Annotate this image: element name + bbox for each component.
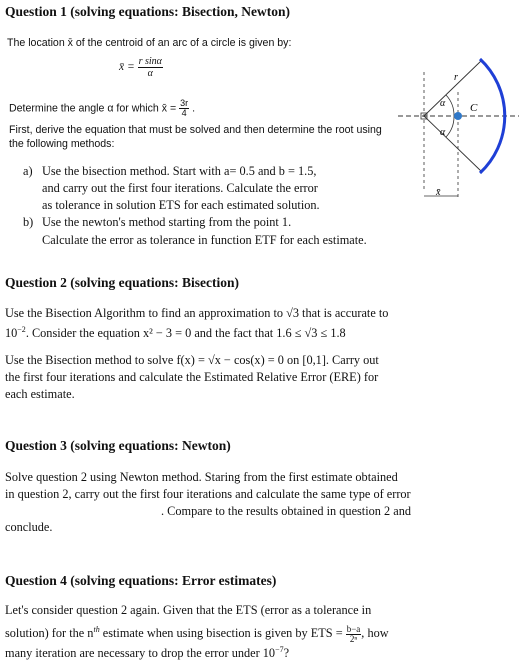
- q1-intro: The location x̄ of the centroid of an arc of a circle is given by:: [7, 37, 292, 49]
- q3-line-2: in question 2, carry out the first four iterations and calculate the same type of error: [5, 487, 411, 501]
- formula-lhs: x̄ =: [119, 61, 135, 74]
- first-derive-line-2: the following methods:: [9, 138, 115, 150]
- q2-line-5: each estimate.: [5, 387, 75, 401]
- arc-centroid-diagram: [396, 54, 521, 214]
- q2-line-2: [5, 322, 346, 341]
- q4-line-3-pre: many iteration are necessary to drop the error under 10: [5, 646, 276, 661]
- part-b-label: b): [23, 215, 34, 229]
- centroid-point: [454, 112, 462, 120]
- formula-numerator: r sinα: [138, 56, 162, 67]
- q4-ets-fraction: [346, 625, 362, 644]
- q4-line-2-mid: estimate when using bisection is given by ETS =: [99, 626, 343, 641]
- q2-line-2-exponent: −2: [17, 325, 26, 334]
- first-derive-line-1: First, derive the equation that must be solved and then determine the root using: [9, 124, 382, 136]
- q2-line-2-rest: . Consider the equation x² − 3 = 0 and the fact that 1.6 ≤ √3 ≤ 1.8: [25, 326, 346, 341]
- q1-heading: Question 1 (solving equations: Bisection, Newton): [5, 4, 291, 19]
- q2-line-3: Use the Bisection method to solve f(x) = √x − cos(x) = 0 on [0,1]. Carry out: [5, 353, 379, 367]
- q4-line-2-pre: solution) for the n: [5, 626, 94, 641]
- determine-fraction: [179, 99, 189, 118]
- q3-line-4: conclude.: [5, 520, 53, 534]
- q4-ets-denominator: 2ⁿ: [349, 633, 358, 644]
- part-a-label: a): [23, 164, 33, 178]
- formula-fraction: [138, 56, 163, 79]
- q4-line-3-post: ?: [283, 646, 290, 661]
- centroid-formula: [119, 56, 163, 79]
- q2-heading: Question 2 (solving equations: Bisection): [5, 275, 240, 290]
- alpha-label-bottom: α: [440, 127, 446, 138]
- part-b-line-1: Use the newton's method starting from the point 1.: [42, 215, 292, 229]
- q2-line-4: the first four iterations and calculate the Estimated Relative Error (ERE) for: [5, 370, 379, 384]
- determine-prefix: Determine the angle α for which x̄ =: [9, 102, 177, 115]
- q2-line-1: Use the Bisection Algorithm to find an approximation to √3 that is accurate to: [5, 306, 389, 320]
- determine-denominator: 4: [181, 108, 187, 118]
- angle-arc-upper: [446, 95, 454, 116]
- determine-angle-line: [9, 99, 195, 118]
- q4-line-3: [5, 642, 289, 661]
- part-a-line-1: Use the bisection method. Start with a= 0.5 and b = 1.5,: [42, 164, 317, 178]
- part-b-line-2: Calculate the error as tolerance in function ETF for each estimate.: [42, 233, 367, 247]
- part-a-line-3: as tolerance in solution ETS for each estimated solution.: [42, 198, 320, 212]
- determine-numerator: 3r: [180, 98, 189, 108]
- angle-arc-lower: [446, 116, 454, 137]
- circular-arc: [480, 59, 505, 173]
- q2-line-2-base: 10: [5, 326, 18, 341]
- q3-heading: Question 3 (solving equations: Newton): [5, 438, 231, 453]
- q3-line-1: Solve question 2 using Newton method. Staring from the first estimate obtained: [5, 470, 398, 484]
- formula-denominator: α: [147, 68, 153, 79]
- q4-line-2: [5, 622, 389, 644]
- determine-suffix: .: [192, 102, 196, 115]
- alpha-label-top: α: [440, 98, 446, 109]
- q4-line-2-sup: th: [93, 625, 100, 634]
- q3-line-3: . Compare to the results obtained in question 2 and: [161, 504, 411, 518]
- q4-line-3-exponent: −7: [275, 645, 284, 654]
- q4-ets-numerator: b−a: [346, 623, 361, 634]
- q4-heading: Question 4 (solving equations: Error estimates): [5, 573, 277, 588]
- xbar-label: x̄: [436, 187, 441, 198]
- q4-line-2-post: , how: [361, 626, 389, 641]
- q4-line-1: Let's consider question 2 again. Given that the ETS (error as a tolerance in: [5, 603, 372, 617]
- radius-label: r: [454, 72, 458, 83]
- centroid-label: C: [470, 102, 478, 114]
- part-a-line-2: and carry out the first four iterations. Calculate the error: [42, 181, 318, 195]
